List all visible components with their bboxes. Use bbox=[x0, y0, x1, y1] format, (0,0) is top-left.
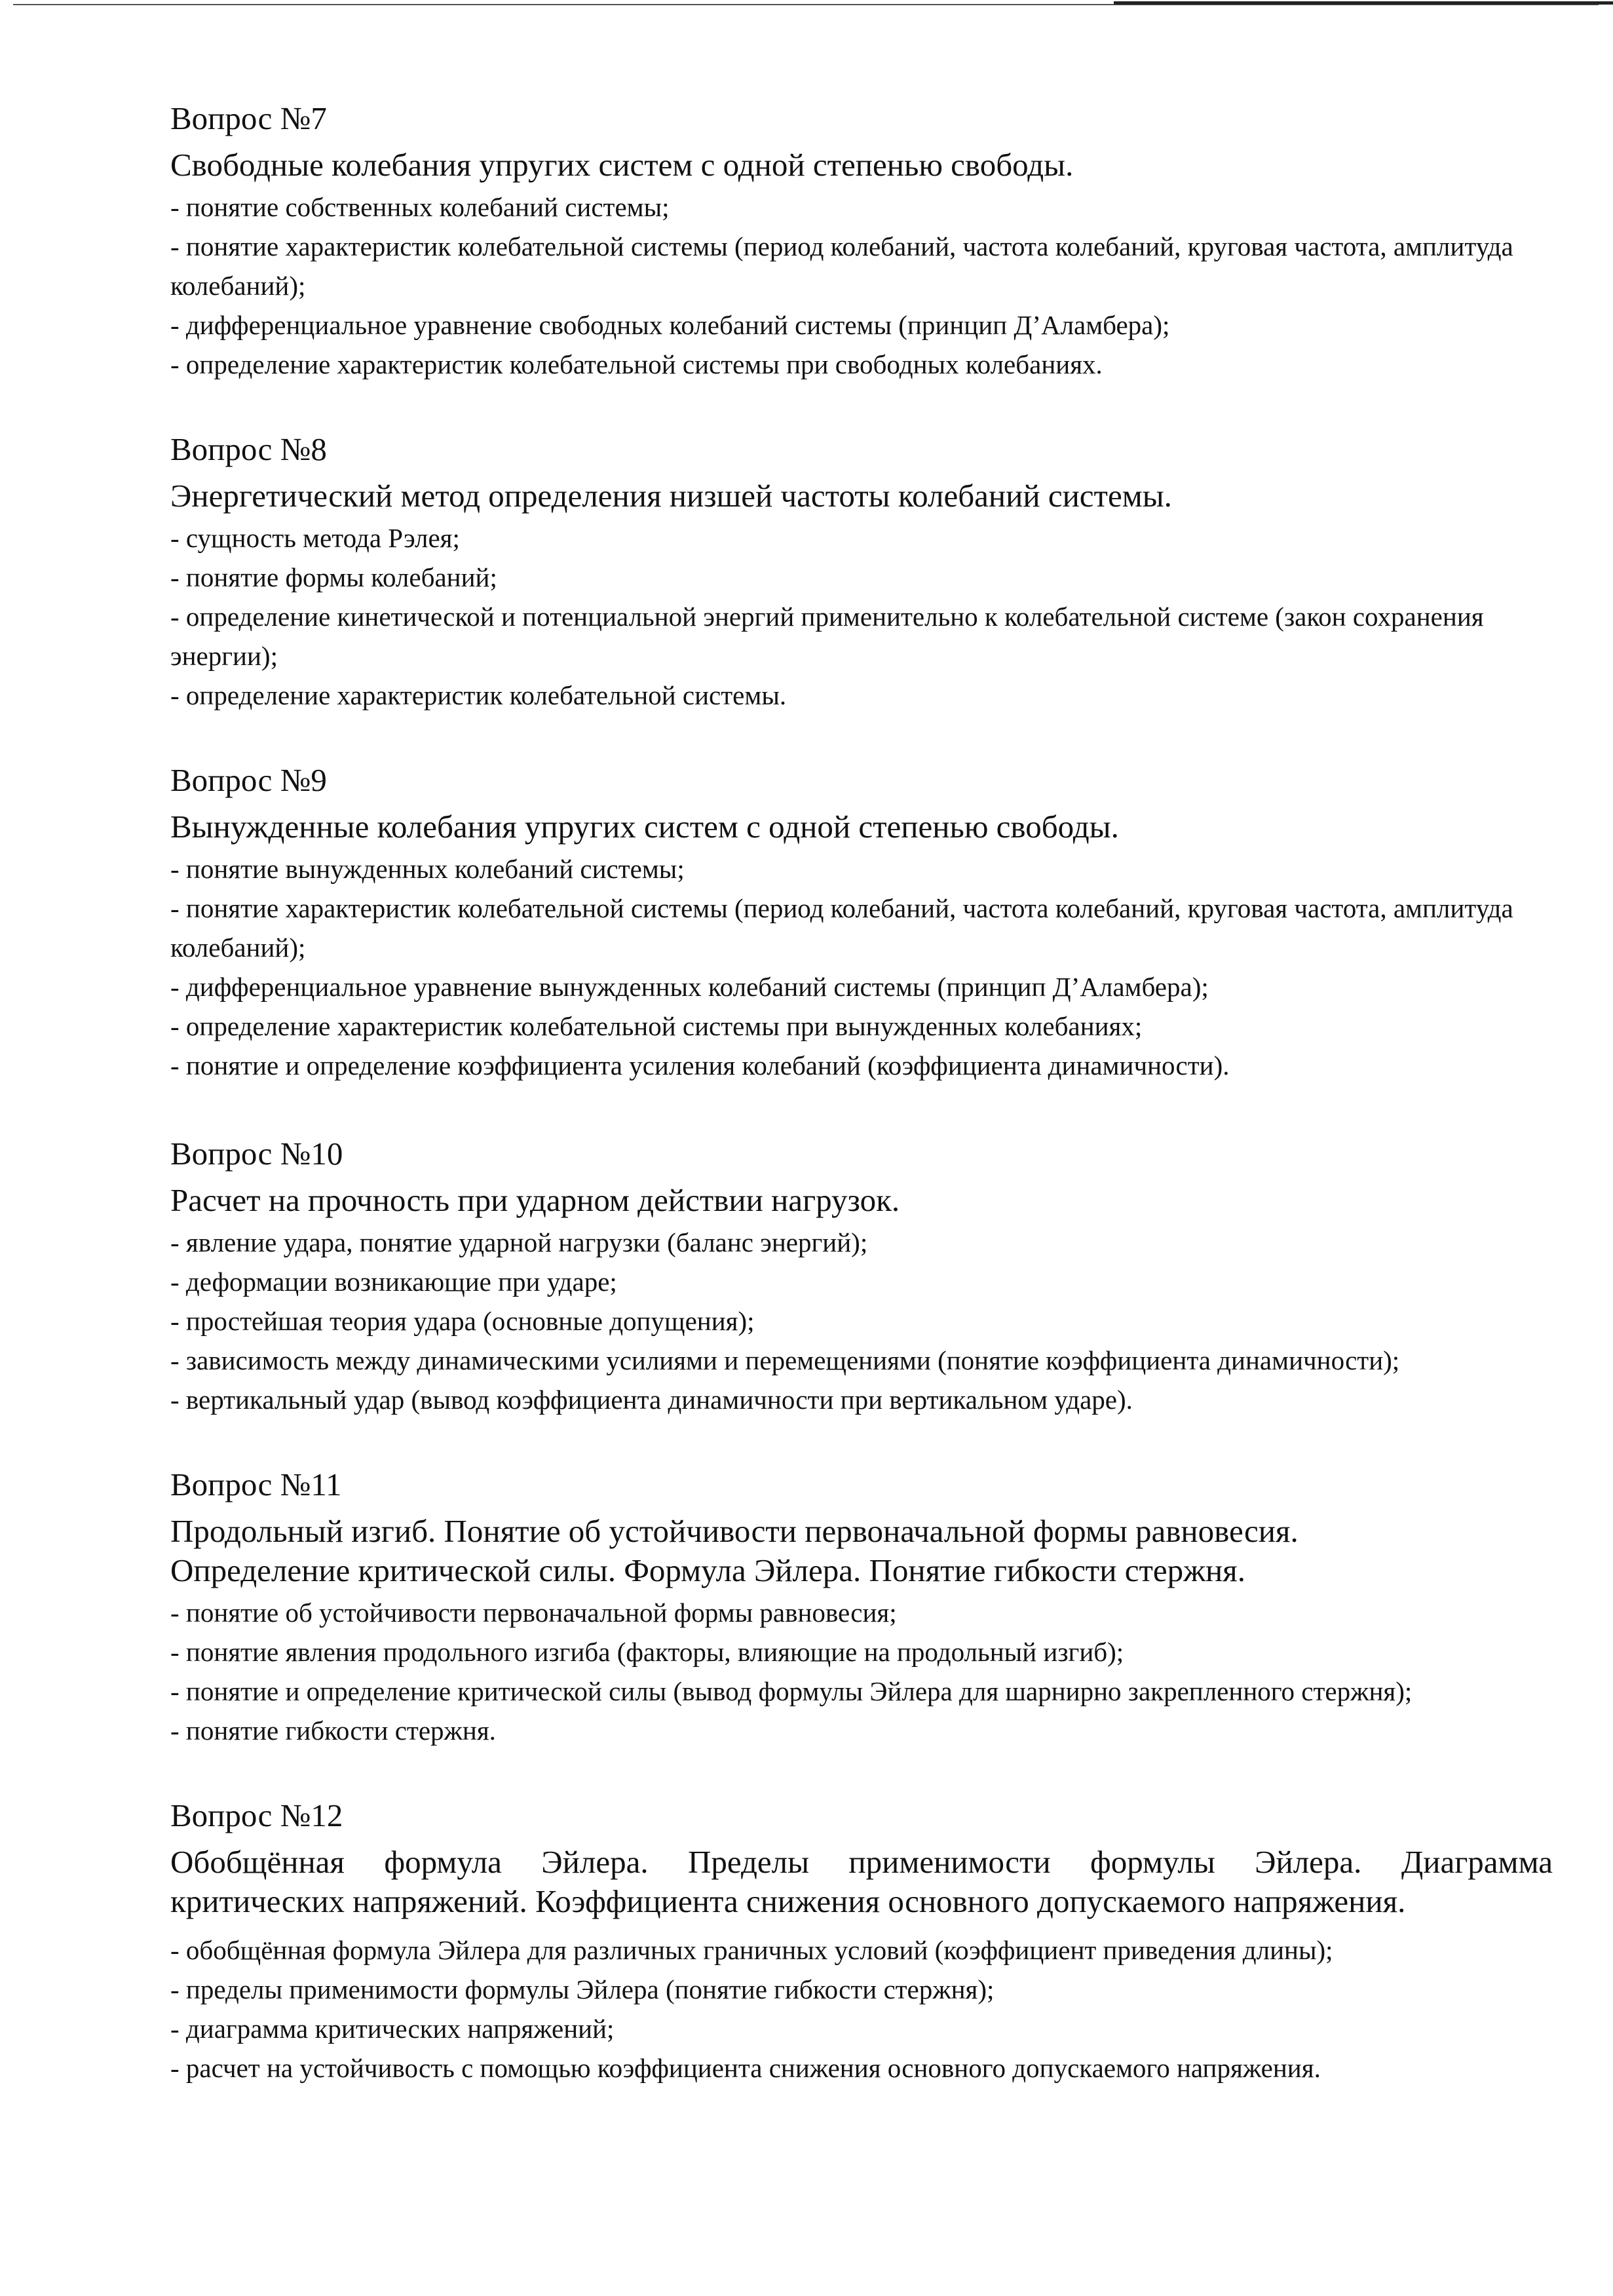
question-7 bbox=[170, 98, 1553, 384]
list-item: - деформации возникающие при ударе; bbox=[170, 1267, 617, 1297]
list-item: - дифференциальное уравнение свободных колебаний системы (принцип Д’Аламбера); bbox=[170, 310, 1170, 340]
list-item: - обобщённая формула Эйлера для различных граничных условий (коэффициент приведения длины); bbox=[170, 1935, 1333, 1965]
list-item: - понятие и определение коэффициента усиления колебаний (коэффициента динамичности). bbox=[170, 1050, 1230, 1081]
list-item: - понятие вынужденных колебаний системы; bbox=[170, 854, 685, 884]
question-title-line: критических напряжений. Коэффициента снижения основного допускаемого напряжения. bbox=[170, 1883, 1406, 1919]
list-item: - определение характеристик колебательной системы. bbox=[170, 680, 787, 710]
question-title bbox=[170, 1181, 1553, 1220]
question-12 bbox=[170, 1795, 1553, 2088]
question-title bbox=[170, 476, 1553, 516]
list-item: - вертикальный удар (вывод коэффициента динамичности при вертикальном ударе). bbox=[170, 1385, 1133, 1415]
list-item: - понятие об устойчивости первоначальной формы равновесия; bbox=[170, 1598, 897, 1628]
question-items bbox=[170, 1930, 1553, 2088]
list-item: - определение кинетической и потенциальной энергий применительно к колебательной системе (закон сохранения энергии); bbox=[170, 602, 1484, 671]
question-title bbox=[170, 1843, 1553, 1921]
list-item: - понятие гибкости стержня. bbox=[170, 1715, 496, 1746]
question-10 bbox=[170, 1134, 1553, 1419]
question-title-line: Свободные колебания упругих систем с одной степенью свободы. bbox=[170, 147, 1074, 183]
list-item: - определение характеристик колебательной системы при свободных колебаниях. bbox=[170, 349, 1103, 379]
question-items bbox=[170, 849, 1553, 1085]
question-title-line: Вынужденные колебания упругих систем с одной степенью свободы. bbox=[170, 809, 1119, 845]
question-title-line: Расчет на прочность при ударном действии нагрузок. bbox=[170, 1182, 900, 1218]
scan-edge-lines bbox=[0, 0, 1613, 12]
list-item: - понятие явления продольного изгиба (факторы, влияющие на продольный изгиб); bbox=[170, 1637, 1124, 1667]
question-8 bbox=[170, 429, 1553, 715]
question-number: Вопрос №12 bbox=[170, 1797, 343, 1833]
question-title-line: Обобщённая формула Эйлера. Пределы применимости формулы Эйлера. Диаграмма bbox=[170, 1844, 1553, 1880]
question-items bbox=[170, 1223, 1553, 1419]
question-number: Вопрос №7 bbox=[170, 100, 327, 136]
question-title-line: Энергетический метод определения низшей частоты колебаний системы. bbox=[170, 478, 1172, 514]
question-number: Вопрос №11 bbox=[170, 1466, 342, 1502]
list-item: - пределы применимости формулы Эйлера (понятие гибкости стержня); bbox=[170, 1974, 995, 2004]
list-item: - расчет на устойчивость с помощью коэффициента снижения основного допускаемого напряжения. bbox=[170, 2053, 1321, 2083]
question-items bbox=[170, 187, 1553, 384]
list-item: - явление удара, понятие ударной нагрузки (баланс энергий); bbox=[170, 1227, 868, 1257]
list-item: - понятие собственных колебаний системы; bbox=[170, 192, 670, 222]
question-items bbox=[170, 1593, 1553, 1750]
question-items bbox=[170, 518, 1553, 715]
list-item: - понятие формы колебаний; bbox=[170, 562, 497, 592]
question-11 bbox=[170, 1464, 1553, 1750]
list-item: - понятие характеристик колебательной системы (период колебаний, частота колебаний, круговая частота, амплитуда колебаний); bbox=[170, 893, 1513, 963]
question-title bbox=[170, 807, 1553, 847]
list-item: - понятие и определение критической силы (вывод формулы Эйлера для шарнирно закрепленного стержня); bbox=[170, 1676, 1413, 1706]
question-9 bbox=[170, 760, 1553, 1085]
question-number: Вопрос №8 bbox=[170, 431, 327, 467]
list-item: - дифференциальное уравнение вынужденных колебаний системы (принцип Д’Аламбера); bbox=[170, 972, 1209, 1002]
list-item: - диаграмма критических напряжений; bbox=[170, 2014, 615, 2044]
question-number: Вопрос №9 bbox=[170, 762, 327, 798]
question-number: Вопрос №10 bbox=[170, 1136, 343, 1172]
list-item: - зависимость между динамическими усилиями и перемещениями (понятие коэффициента динамичности); bbox=[170, 1345, 1400, 1375]
question-title-line: Продольный изгиб. Понятие об устойчивости первоначальной формы равновесия. bbox=[170, 1513, 1299, 1549]
question-title bbox=[170, 145, 1553, 185]
question-title bbox=[170, 1512, 1553, 1590]
list-item: - сущность метода Рэлея; bbox=[170, 523, 460, 553]
scan-line-thick bbox=[1114, 1, 1613, 5]
list-item: - определение характеристик колебательной системы при вынужденных колебаниях; bbox=[170, 1011, 1143, 1041]
question-title-line: Определение критической силы. Формула Эйлера. Понятие гибкости стержня. bbox=[170, 1552, 1245, 1588]
list-item: - понятие характеристик колебательной системы (период колебаний, частота колебаний, круговая частота, амплитуда колебаний); bbox=[170, 231, 1513, 301]
list-item: - простейшая теория удара (основные допущения); bbox=[170, 1306, 755, 1336]
